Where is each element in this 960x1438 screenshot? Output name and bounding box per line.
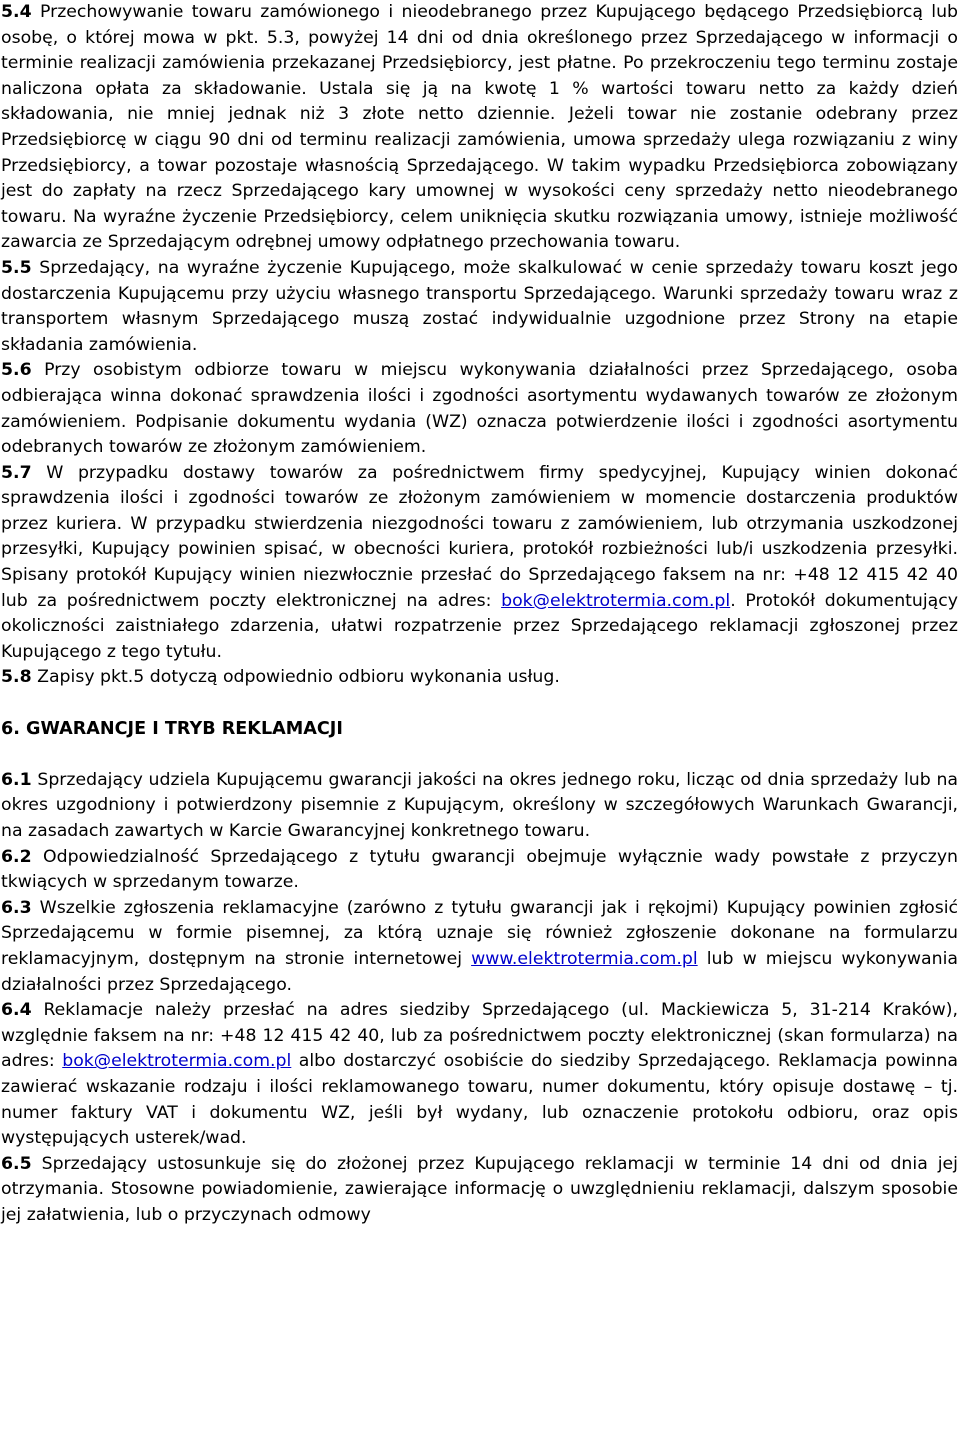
section-number: 5.8 bbox=[1, 667, 32, 688]
section-number-tail: 1 bbox=[19, 769, 32, 790]
section-6-5 bbox=[0, 1152, 960, 1229]
section-number-tail: 3 bbox=[19, 897, 32, 918]
section-text: Wszelkie zgłoszenia reklamacyjne (zarówno z tytułu gwarancji jak i rękojmi) Kupujący powinien zgłosić Sprzedającemu w formie pisemnej, za którą uznaje się również zgłoszenie dokonane na formularzu reklamacyjnym, dostępnym na stronie internetowej bbox=[1, 897, 958, 969]
email-link[interactable]: bok@elektrotermia.com.pl bbox=[62, 1051, 292, 1072]
section-6-2 bbox=[0, 845, 960, 896]
section-heading-6: 6. GWARANCJE I TRYB REKLAMACJI bbox=[1, 718, 343, 739]
section-number: 6. bbox=[1, 769, 20, 790]
section-text: Zapisy pkt.5 dotyczą odpowiednio odbioru wykonania usług. bbox=[31, 667, 560, 688]
section-text-tail: lub w miejscu wykonywania działalności przez Sprzedającego. bbox=[1, 948, 958, 995]
spacer bbox=[0, 691, 960, 717]
section-number: 5. bbox=[1, 462, 20, 483]
section-5-6 bbox=[0, 358, 960, 460]
section-text: Przechowywanie towaru zamówionego i nieodebranego przez Kupującego będącego Przedsiębiorcą lub osobę, o której mowa w pkt. 5.3, powyżej 14 dni od dnia określonego przez Sprzedającego w informacji o terminie realizacji zamówienia przekazanej Przedsiębiorcy, jest płatne. Po przekroczeniu tego terminu zostaje naliczona opłata za składowanie. Ustala się ją na kwotę 1 % wartości towaru netto za każdy dzień składowania, nie mniej jednak niż 3 złote netto dziennie. Jeżeli towar nie zostanie odebrany przez Przedsiębiorcę w ciągu 90 dni od terminu realizacji zamówienia, umowa sprzedaży ulega rozwiązaniu z winy Przedsiębiorcy, a towar pozostaje własnością Sprzedającego. W takim wypadku Przedsiębiorca zobowiązany jest do zapłaty na rzecz Sprzedającego kary umownej w wysokości ceny sprzedaży netto nieodebranego towaru. Na wyraźne życzenie Przedsiębiorcy, celem uniknięcia skutku rozwiązania umowy, istnieje możliwość zawarcia ze Sprzedającym odrębnej umowy odpłatnego przechowania towaru. bbox=[1, 2, 958, 253]
section-text-tail: albo dostarczyć osobiście do siedziby Sprzedającego. Reklamacja powinna zawierać wskazanie rodzaju i ilości reklamowanego towaru, numer dokumentu, który opisuje dostawę – tj. numer faktury VAT i dokumentu WZ, jeśli był wydany, lub oznaczenie protokołu odbioru, oraz opis występujących usterek/wad. bbox=[1, 1051, 958, 1149]
section-text: Reklamacje należy przesłać na adres siedziby Sprzedającego (ul. Mackiewicza 5, 31-214 Kraków), względnie faksem na nr: +48 12 415 42 40, lub za pośrednictwem poczty elektronicznej (skan formularza) na adres: bbox=[1, 1000, 958, 1072]
section-number: 5.4 bbox=[1, 2, 32, 22]
section-text: Sprzedający, na wyraźne życzenie Kupującego, może skalkulować w cenie sprzedaży towaru koszt jego dostarczenia Kupującemu przy użyciu własnego transportu Sprzedającego. Warunki sprzedaży towaru wraz z transportem własnym Sprzedającego muszą zostać indywidualnie uzgodnione przez Strony na etapie składania zamówienia. bbox=[1, 257, 958, 355]
section-5-4 bbox=[0, 0, 960, 256]
section-5-8 bbox=[0, 665, 960, 691]
section-5-5 bbox=[0, 256, 960, 358]
section-text-tail: . Protokół dokumentujący okoliczności zaistniałego zdarzenia, ułatwi rozpatrzenie przez Sprzedającego reklamacji zgłoszonej przez Kupującego z tego tytułu. bbox=[1, 590, 958, 662]
section-text: W przypadku dostawy towarów za pośrednictwem firmy spedycyjnej, Kupujący winien dokonać sprawdzenia ilości i zgodności towarów ze złożonym zamówieniem w momencie dostarczenia produktów przez kuriera. W przypadku stwierdzenia niezgodności towaru z zamówieniem, lub otrzymania uszkodzonej przesyłki, Kupujący powinien spisać, w obecności kuriera, protokół rozbieżności lub/i uszkodzenia przesyłki. Spisany protokół Kupujący winien niezwłocznie przesłać do Sprzedającego faksem na nr: +48 12 415 42 40 lub za pośrednictwem poczty elektronicznej na adres: bbox=[1, 462, 958, 611]
section-number-tail: 7 bbox=[19, 462, 32, 483]
section-6-1 bbox=[0, 768, 960, 845]
email-link[interactable]: bok@elektrotermia.com.pl bbox=[501, 590, 731, 611]
section-number-tail: 5 bbox=[19, 257, 32, 278]
spacer bbox=[0, 742, 960, 768]
section-5-7 bbox=[0, 461, 960, 666]
section-number: 6. bbox=[1, 897, 20, 918]
section-text: Sprzedający ustosunkuje się do złożonej przez Kupującego reklamacji w terminie 14 dni od dnia jej otrzymania. Stosowne powiadomienie, zawierające informację o uwzględnieniu reklamacji, dalszym sposobie jej załatwienia, lub o przyczynach odmowy bbox=[1, 1153, 958, 1225]
section-number: 6. bbox=[1, 846, 20, 867]
section-number-tail: 6 bbox=[19, 360, 32, 381]
section-number-tail: 2 bbox=[19, 846, 32, 867]
section-number: 5. bbox=[1, 257, 20, 278]
section-number: 5. bbox=[1, 360, 20, 381]
section-number-tail: 5 bbox=[19, 1153, 32, 1174]
section-6-4 bbox=[0, 998, 960, 1152]
section-6-3 bbox=[0, 896, 960, 998]
section-number-tail: 4 bbox=[19, 1000, 32, 1021]
section-text: Sprzedający udziela Kupującemu gwarancji jakości na okres jednego roku, licząc od dnia sprzedaży lub na okres uzgodniony i potwierdzony pisemnie z Kupującym, określony w szczegółowych Warunkach Gwarancji, na zasadach zawartych w Karcie Gwarancyjnej konkretnego towaru. bbox=[1, 769, 958, 841]
section-text: Odpowiedzialność Sprzedającego z tytułu gwarancji obejmuje wyłącznie wady powstałe z przyczyn tkwiących w sprzedanym towarze. bbox=[1, 846, 958, 893]
section-text: Przy osobistym odbiorze towaru w miejscu wykonywania działalności przez Sprzedającego, osoba odbierająca winna dokonać sprawdzenia ilości i zgodności asortymentu wydawanych towarów ze złożonym zamówieniem. Podpisanie dokumentu wydania (WZ) oznacza potwierdzenie ilości i zgodności asortymentu odebranych towarów ze złożonym zamówieniem. bbox=[1, 360, 958, 458]
section-number: 6. bbox=[1, 1153, 20, 1174]
website-link[interactable]: www.elektrotermia.com.pl bbox=[471, 948, 698, 969]
section-number: 6. bbox=[1, 1000, 20, 1021]
